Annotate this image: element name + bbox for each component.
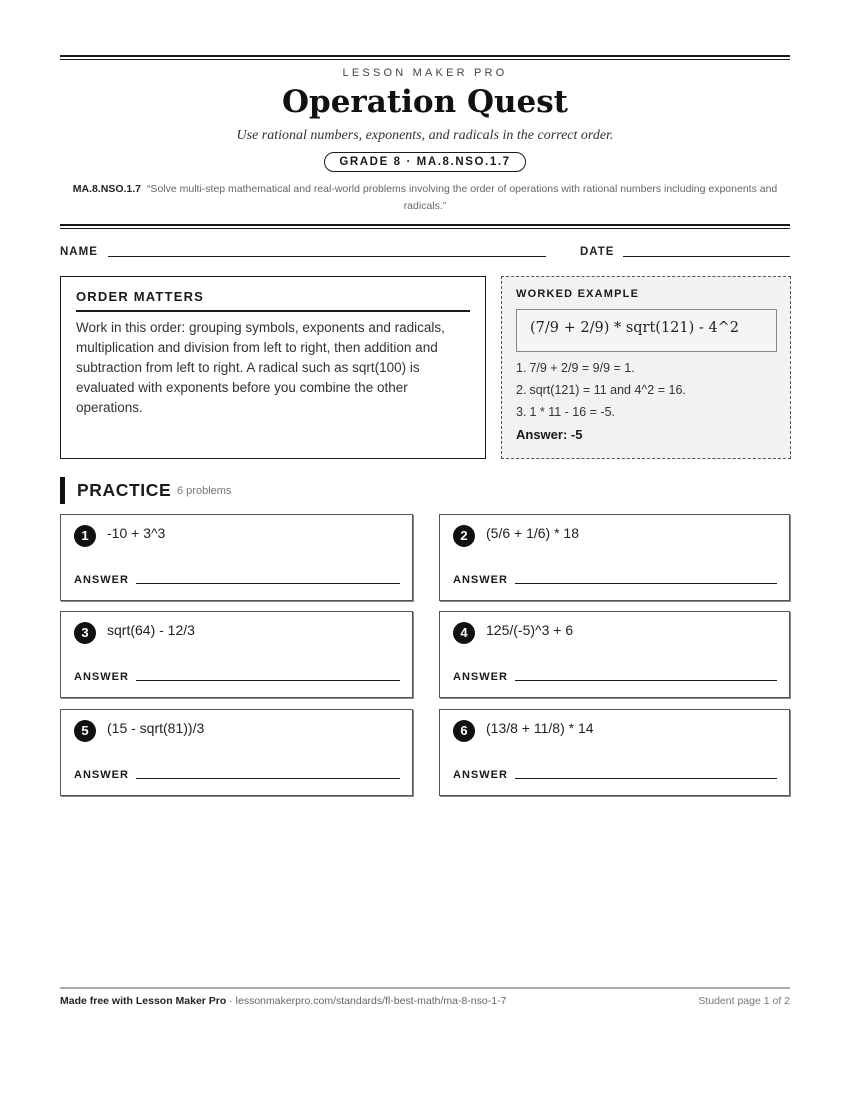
problem-expression: -10 + 3^3 <box>107 525 166 541</box>
practice-accent-bar <box>60 477 65 504</box>
answer-field[interactable] <box>515 680 777 681</box>
worked-example-heading: WORKED EXAMPLE <box>516 288 640 300</box>
worked-step: 1. 7/9 + 2/9 = 9/9 = 1. <box>516 361 635 375</box>
problem-expression: (13/8 + 11/8) * 14 <box>486 720 594 736</box>
brand-name: LESSON MAKER PRO <box>342 67 508 79</box>
practice-heading: PRACTICE <box>77 480 172 500</box>
standard-description <box>68 181 782 215</box>
problem-card-4 <box>439 611 790 698</box>
problem-expression: 125/(-5)^3 + 6 <box>486 622 574 638</box>
footer-made-with: Made free with Lesson Maker Pro <box>60 995 227 1007</box>
grade-standard-pill: GRADE 8 · MA.8.NSO.1.7 <box>324 152 525 172</box>
worked-example-box <box>501 276 791 459</box>
problem-card-2 <box>439 514 790 601</box>
answer-field[interactable] <box>136 778 400 779</box>
standard-code: MA.8.NSO.1.7 <box>72 183 142 195</box>
standard-text: “Solve multi-step mathematical and real-world problems involving the order of operations with rational numbers including exponents and radicals.” <box>146 183 778 212</box>
page-subtitle: Use rational numbers, exponents, and radicals in the correct order. <box>236 128 614 143</box>
header-bottom-double-rule <box>60 224 790 229</box>
order-matters-text: Work in this order: grouping symbols, exponents and radicals, multiplication and division from left to right, then addition and subtraction from left to right. A radical such as sqrt(100) is evaluated with exponents before you combine the other operations. <box>76 320 445 415</box>
worked-example-expression: (7/9 + 2/9) * sqrt(121) - 4^2 <box>516 309 777 352</box>
top-double-rule <box>60 55 790 60</box>
problem-number-badge: 1 <box>74 525 96 547</box>
problem-card-3 <box>60 611 413 698</box>
date-field[interactable] <box>623 256 790 257</box>
order-matters-heading: ORDER MATTERS <box>76 289 470 312</box>
problem-expression: (5/6 + 1/6) * 18 <box>486 525 580 541</box>
order-matters-box <box>60 276 486 459</box>
name-field[interactable] <box>108 256 546 257</box>
page-title: Operation Quest <box>282 84 568 120</box>
name-label: NAME <box>60 246 98 258</box>
answer-field[interactable] <box>136 583 400 584</box>
answer-field[interactable] <box>515 583 777 584</box>
answer-field[interactable] <box>515 778 777 779</box>
footer-url[interactable]: · lessonmakerpro.com/standards/fl-best-math/ma-8-nso-1-7 <box>226 995 507 1007</box>
footer-page-number: Student page 1 of 2 <box>698 995 790 1007</box>
worked-step: 2. sqrt(121) = 11 and 4^2 = 16. <box>516 383 686 397</box>
practice-problem-count: 6 problems <box>177 485 232 497</box>
worked-step: 3. 1 * 11 - 16 = -5. <box>516 405 616 419</box>
answer-label: ANSWER <box>453 769 508 781</box>
problem-number-badge: 5 <box>74 720 96 742</box>
problem-number-badge: 3 <box>74 622 96 644</box>
problem-card-1 <box>60 514 413 601</box>
problem-expression: sqrt(64) - 12/3 <box>107 622 195 638</box>
answer-label: ANSWER <box>74 671 129 683</box>
answer-label: ANSWER <box>453 574 508 586</box>
problem-number-badge: 6 <box>453 720 475 742</box>
footer-credit <box>60 995 506 1007</box>
answer-field[interactable] <box>136 680 400 681</box>
problem-expression: (15 - sqrt(81))/3 <box>107 720 205 736</box>
problem-number-badge: 4 <box>453 622 475 644</box>
footer-rule <box>60 987 790 989</box>
date-label: DATE <box>580 246 615 258</box>
worked-example-steps <box>516 357 776 423</box>
answer-label: ANSWER <box>453 671 508 683</box>
answer-label: ANSWER <box>74 769 129 781</box>
answer-label: ANSWER <box>74 574 129 586</box>
problem-number-badge: 2 <box>453 525 475 547</box>
problem-card-6 <box>439 709 790 796</box>
worked-example-answer: Answer: -5 <box>516 427 583 442</box>
problem-card-5 <box>60 709 413 796</box>
